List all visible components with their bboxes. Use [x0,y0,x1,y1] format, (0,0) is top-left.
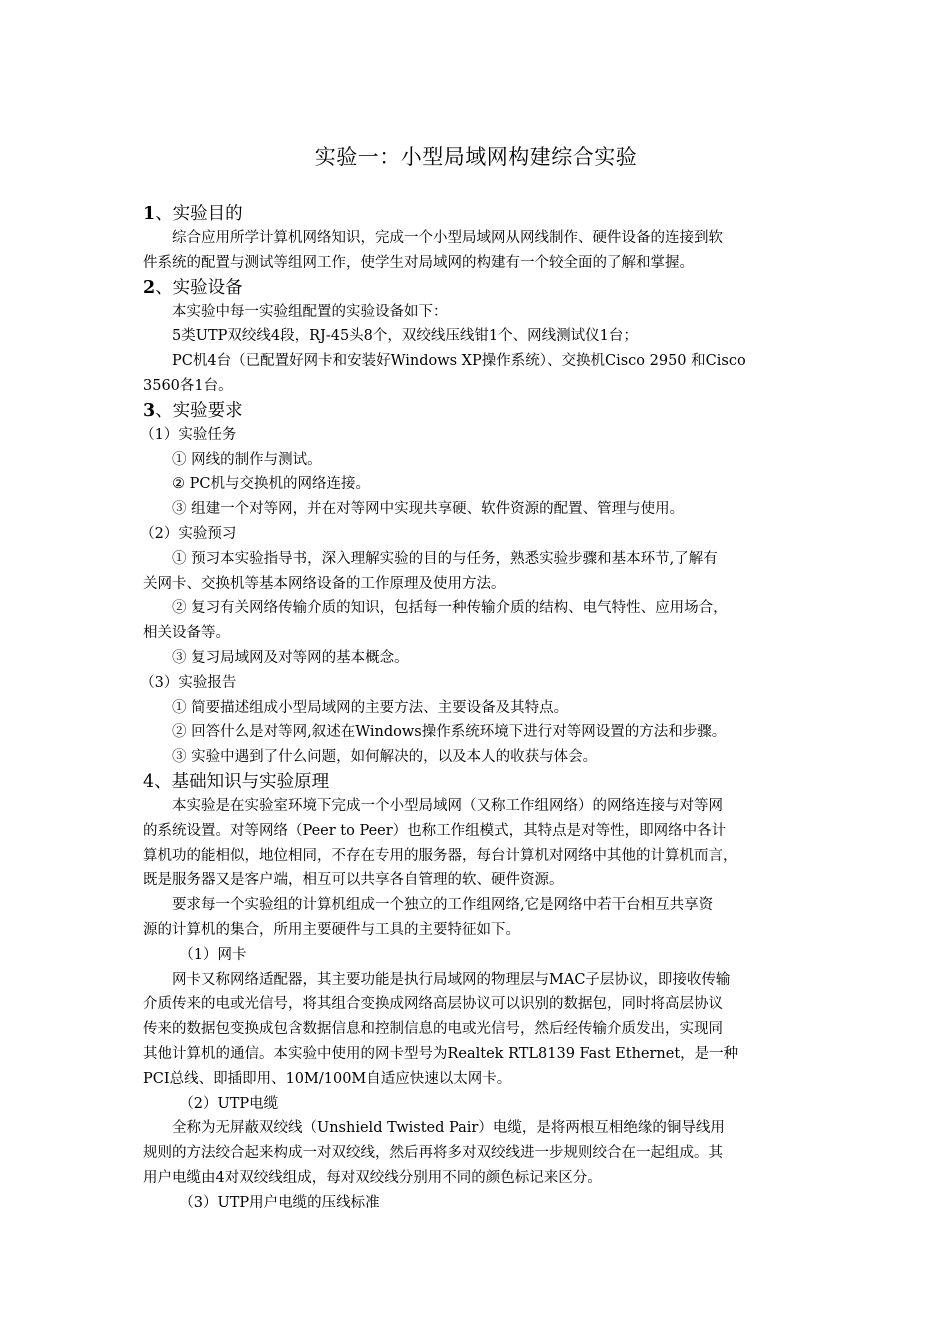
subheading-utp: （2）UTP电缆 [179,1095,279,1112]
text-line: 介质传来的电或光信号，将其组合变换成网络高层协议可以识别的数据包，同时将高层协议 [143,996,723,1013]
list-item: ② 回答什么是对等网,叙述在Windows操作系统环境下进行对等网设置的方法和步骤。 [172,724,727,741]
paragraph-workgroup [143,893,809,943]
section-number: 1 [143,204,156,224]
list-item: ③ 复习局域网及对等网的基本概念。 [172,649,409,666]
list-item [143,547,809,597]
list-item: ③ 组建一个对等网，并在对等网中实现共享硬、软件资源的配置、管理与使用。 [172,501,685,518]
section-heading-requirements [143,399,809,423]
subheading-utp-standard: （3）UTP用户电缆的压线标准 [179,1194,380,1211]
list-item: ② PC机与交换机的网络连接。 [172,476,370,493]
paragraph-equipment-pcs [143,349,809,399]
paragraph-utp [143,1116,809,1190]
text-line: 的系统设置。对等网络（Peer to Peer）也称工作组模式，其特点是对等性，即网络中各计 [143,822,727,839]
section-heading-objective [143,202,809,226]
section-heading-text: 、实验目的 [155,204,243,224]
text-line: ① 预习本实验指导书，深入理解实验的目的与任务，熟悉实验步骤和基本环节,了解有 [172,550,718,567]
section-heading-principles: 4、基础知识与实验原理 [143,771,330,792]
paragraph-principles [143,794,809,893]
text-line: 全称为无屏蔽双绞线（Unshield Twisted Pair）电缆，是将两根互相绝缘的铜导线用 [172,1120,725,1137]
text-line: 其他计算机的通信。本实验中使用的网卡型号为Realtek RTL8139 Fast Ethernet，是一种 [143,1045,739,1062]
subheading-preview: （2）实验预习 [140,525,237,542]
page-title: 实验一：小型局域网构建综合实验 [314,145,638,169]
text-line: 源的计算机的集合，所用主要硬件与工具的主要特征如下。 [143,921,520,938]
text-line: 用户电缆由4对双绞线组成，每对双绞线分别用不同的颜色标记来区分。 [143,1169,602,1186]
paragraph-objective [143,226,809,276]
list-item [143,596,809,646]
text-line: 规则的方法绞合起来构成一对双绞线，然后再将多对双绞线进一步规则绞合在一起组成。其 [143,1145,723,1162]
subheading-tasks: （1）实验任务 [140,426,237,443]
text-line: 本实验是在实验室环境下完成一个小型局域网（又称工作组网络）的网络连接与对等网 [172,797,723,814]
text-line: PC机4台（已配置好网卡和安装好Windows XP操作系统）、交换机Cisco 2950 和Cisco [172,353,746,370]
text-line: 件系统的配置与测试等组网工作，使学生对局域网的构建有一个较全面的了解和掌握。 [143,254,694,271]
section-heading-text: 、实验要求 [155,400,243,421]
section-heading-equipment [143,276,809,300]
section-number: 2 [143,277,156,298]
text-line: 相关设备等。 [143,625,230,642]
subheading-nic: （1）网卡 [179,946,247,963]
section-heading-text: 、实验设备 [155,277,243,298]
list-item: ③ 实验中遇到了什么问题，如何解决的，以及本人的收获与体会。 [172,749,598,766]
text-line: 网卡又称网络适配器，其主要功能是执行局域网的物理层与MAC子层协议，即接收传输 [172,971,731,988]
section-number: 3 [143,400,156,421]
text-line: 算机功的能相似，地位相同，不存在专用的服务器，每台计算机对网络中其他的计算机而言， [143,847,738,864]
list-item: ① 网线的制作与测试。 [172,451,322,468]
paragraph-equipment-cables: 5类UTP双绞线4段，RJ-45头8个，双绞线压线钳1个、网线测试仪1台； [172,328,638,345]
text-line: 3560各1台。 [143,377,233,394]
text-line: ② 复习有关网络传输介质的知识，包括每一种传输介质的结构、电气特性、应用场合， [172,600,728,617]
text-line: 既是服务器又是客户端，相互可以共享各自管理的软、硬件资源。 [143,872,564,889]
text-line: 综合应用所学计算机网络知识，完成一个小型局域网从网线制作、硬件设备的连接到软 [172,230,723,246]
text-line: 传来的数据包变换成包含数据信息和控制信息的电或光信号，然后经传输介质发出，实现同 [143,1021,723,1038]
text-line: 关网卡、交换机等基本网络设备的工作原理及使用方法。 [143,575,506,592]
list-item: ① 简要描述组成小型局域网的主要方法、主要设备及其特点。 [172,699,569,716]
paragraph-nic [143,968,809,1092]
document-page [140,140,809,1215]
text-line: 要求每一个实验组的计算机组成一个独立的工作组网络,它是网络中若干台相互共享资 [172,897,714,914]
subheading-report: （3）实验报告 [140,674,237,691]
text-line: PCI总线、即插即用、10M/100M自适应快速以太网卡。 [143,1070,512,1087]
paragraph-equipment-intro: 本实验中每一实验组配置的实验设备如下： [172,303,448,320]
